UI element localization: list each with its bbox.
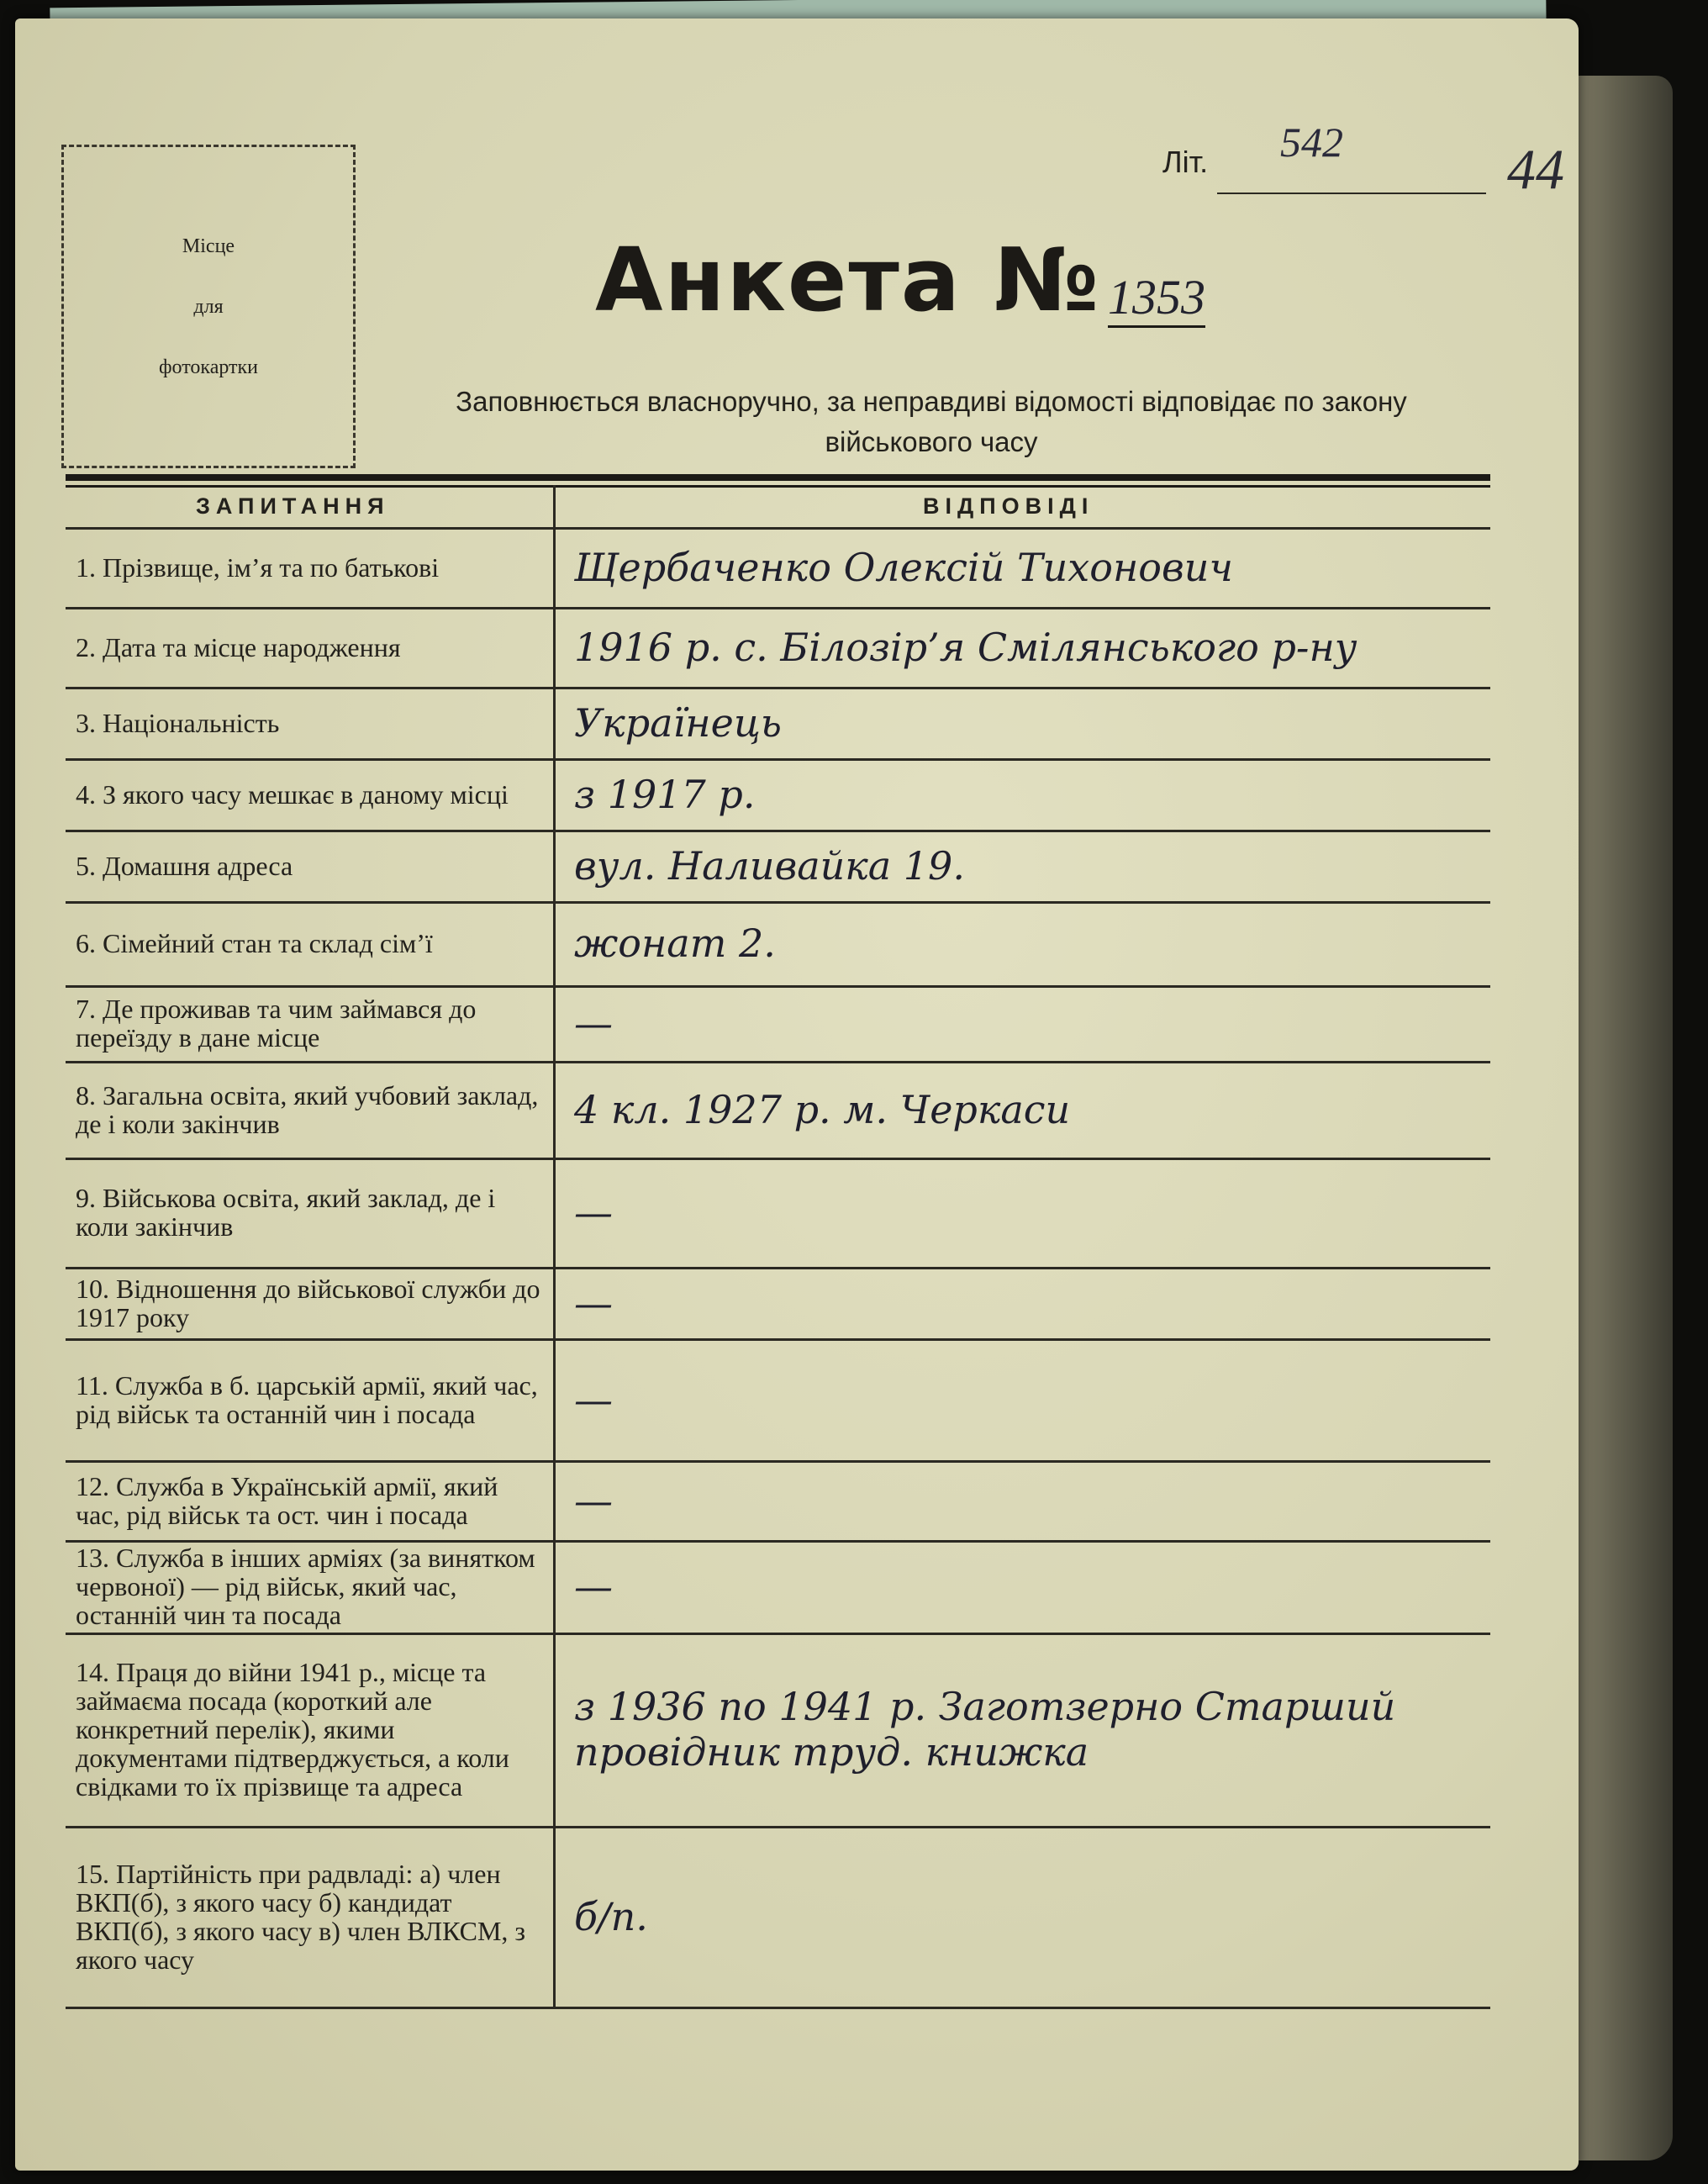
question-6: 6. Сімейний стан та склад сім’ї — [76, 928, 433, 958]
question-3: 3. Національність — [76, 707, 280, 738]
table-bottom-rule — [66, 2007, 1490, 2009]
lit-label: Літ. — [1162, 145, 1209, 179]
answer-10: — — [574, 1279, 613, 1326]
question-11: 11. Служба в б. царській армії, який час, рід військ та останній чин і посада — [76, 1369, 538, 1429]
answer-9: — — [574, 1190, 613, 1235]
answer-4: з 1917 р. — [574, 771, 756, 817]
form-subtitle: Заповнюється власноручно, за неправдиві відомості відповідає по закону військового часу — [456, 386, 1407, 457]
answer-2: 1916 р. с. Білозір’я Смілянського р-ну — [574, 624, 1357, 670]
answer-15: б/п. — [574, 1893, 648, 1939]
photo-label-line-2: для — [193, 295, 224, 318]
answer-12: — — [574, 1477, 613, 1523]
answer-3: Українець — [574, 699, 782, 746]
photo-label-line-1: Місце — [182, 235, 235, 257]
answer-5: вул. Наливайка 19. — [574, 842, 965, 889]
question-4: 4. З якого часу мешкає в даному місці — [76, 778, 509, 810]
photo-placeholder — [61, 145, 356, 468]
question-5: 5. Домашня адреса — [76, 850, 293, 881]
questionnaire-sheet — [15, 18, 1579, 2171]
question-1: 1. Прізвище, ім’я та по батькові — [76, 551, 440, 583]
page-number-handwritten: 44 — [1507, 137, 1564, 201]
header-rule-thin — [66, 485, 1490, 488]
answer-1: Щербаченко Олексій Тихонович — [574, 544, 1233, 590]
lit-underline — [1217, 193, 1486, 194]
question-9: 9. Військова освіта, який заклад, де і коли закінчив — [76, 1183, 496, 1242]
answer-7: — — [574, 1000, 613, 1046]
form-number: 1353 — [1108, 269, 1205, 328]
answer-14: з 1936 по 1941 р. Заготзерно Старший провідник труд. книжка — [574, 1684, 1396, 1775]
question-7: 7. Де проживав та чим займався до переїзду в дане місце — [76, 994, 477, 1052]
question-10: 10. Відношення до військової служби до 1917 року — [76, 1273, 540, 1332]
question-14: 14. Праця до війни 1941 р., місце та займаєма посада (короткий але конкретний перелік), якими документами підтверджується, а коли свідками то їх прізвище та адреса — [76, 1657, 509, 1802]
column-divider — [553, 485, 556, 2007]
answer-8: 4 кл. 1927 р. м. Черкаси — [574, 1086, 1071, 1132]
photo-label-line-3: фотокартки — [158, 356, 259, 378]
header-rule-thick — [66, 474, 1490, 481]
question-8: 8. Загальна освіта, який учбовий заклад, де і коли закінчив — [76, 1079, 539, 1139]
question-2: 2. Дата та місце народження — [76, 631, 401, 662]
column-header-answers: ВІДПОВІДІ — [923, 493, 1094, 519]
answer-6: жонат 2. — [574, 921, 776, 966]
lit-value: 542 — [1280, 119, 1343, 166]
column-header-questions: ЗАПИТАННЯ — [196, 493, 390, 519]
answer-13: — — [574, 1564, 613, 1609]
question-12: 12. Служба в Українській армії, який час, рід військ та ост. чин і посада — [76, 1470, 498, 1530]
form-title: Анкета № — [595, 229, 1101, 331]
question-13: 13. Служба в інших арміях (за винятком червоної) — рід військ, який час, останній чин та посада — [76, 1543, 535, 1630]
answer-11: — — [574, 1376, 613, 1422]
question-15: 15. Партійність при радвладі: а) член ВКП(б), з якого часу б) кандидат ВКП(б), з якого часу в) член ВЛКСМ, з якого часу — [76, 1858, 526, 1975]
